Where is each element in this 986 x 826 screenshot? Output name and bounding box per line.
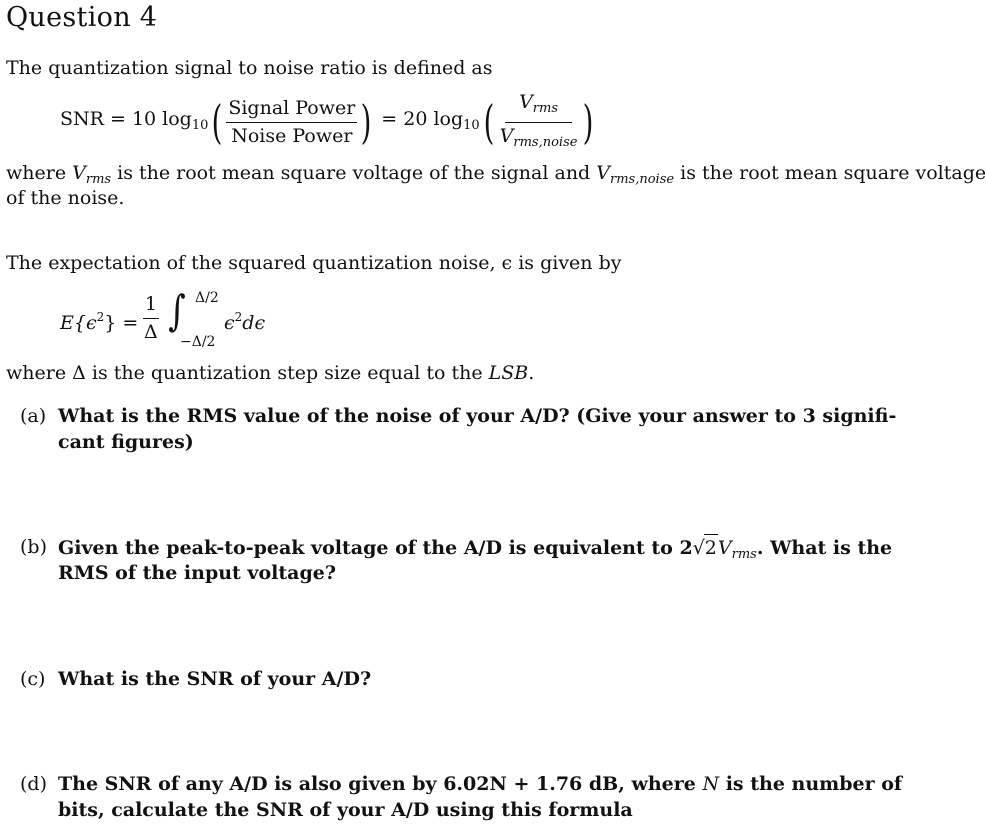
close-paren-2: ) <box>583 95 594 149</box>
question-b-line2: RMS of the input voltage? <box>58 562 336 584</box>
question-d-line1: The SNR of any A/D is also given by 6.02N + 1.76 dB, where N is the number of <box>58 773 903 795</box>
question-b-label: (b) <box>20 536 47 558</box>
where-vrms-line2: of the noise. <box>6 187 125 209</box>
integral-equation <box>60 288 320 348</box>
noise-power: Noise Power <box>231 124 353 147</box>
question-a-label: (a) <box>20 405 47 427</box>
open-paren-2: ( <box>483 95 495 149</box>
question-a-line2: cant figures) <box>58 431 194 453</box>
integral-sign: ∫ <box>168 286 186 335</box>
where-vrms-line1: where $V_{rms}$ is the root mean square voltage of the signal and $V_{rms,noise}$ is the root mean square voltage <box>6 162 986 187</box>
signal-power: Signal Power <box>226 96 357 123</box>
one-over-delta: $\frac{1}{\Delta}$ <box>144 293 158 343</box>
question-c-label: (c) <box>20 668 46 690</box>
power-fraction <box>226 96 357 149</box>
close-paren: ) <box>360 95 372 149</box>
question-d-label: (d) <box>20 773 47 795</box>
snr-lhs: SNR = 10 $\log_{10}$ <box>60 107 209 133</box>
open-paren: ( <box>211 95 223 149</box>
snr-mid: = 20 $\log_{10}$ <box>381 107 480 133</box>
question-title: Question 4 <box>6 2 158 33</box>
expectation-text: The expectation of the squared quantization noise, ϵ is given by <box>6 252 622 274</box>
lower-limit: −Δ/2 <box>180 334 216 350</box>
snr-equation <box>60 92 597 152</box>
expectation-lhs: $E\{\epsilon^2\}$ = <box>60 310 139 334</box>
upper-limit: Δ/2 <box>195 290 219 306</box>
question-b-line1: Given the peak-to-peak voltage of the A/D is equivalent to $2√2V_{rms}$. What is the <box>58 534 892 568</box>
integrand: $\epsilon^2d\epsilon$ <box>224 310 266 334</box>
intro-text: The quantization signal to noise ratio is defined as <box>6 57 493 79</box>
question-d-line2: bits, calculate the SNR of your A/D using this formula <box>58 799 633 821</box>
question-c-line1: What is the SNR of your A/D? <box>58 668 372 690</box>
question-a-line1: What is the RMS value of the noise of your A/D? (Give your answer to 3 signifi- <box>58 405 897 427</box>
vrms: $V_{rms}$ <box>505 90 572 123</box>
where-delta-text: where Δ is the quantization step size equal to the LSB. <box>6 362 535 384</box>
voltage-fraction <box>498 90 580 155</box>
vrms-noise: $V_{rms,noise}$ <box>499 124 578 150</box>
